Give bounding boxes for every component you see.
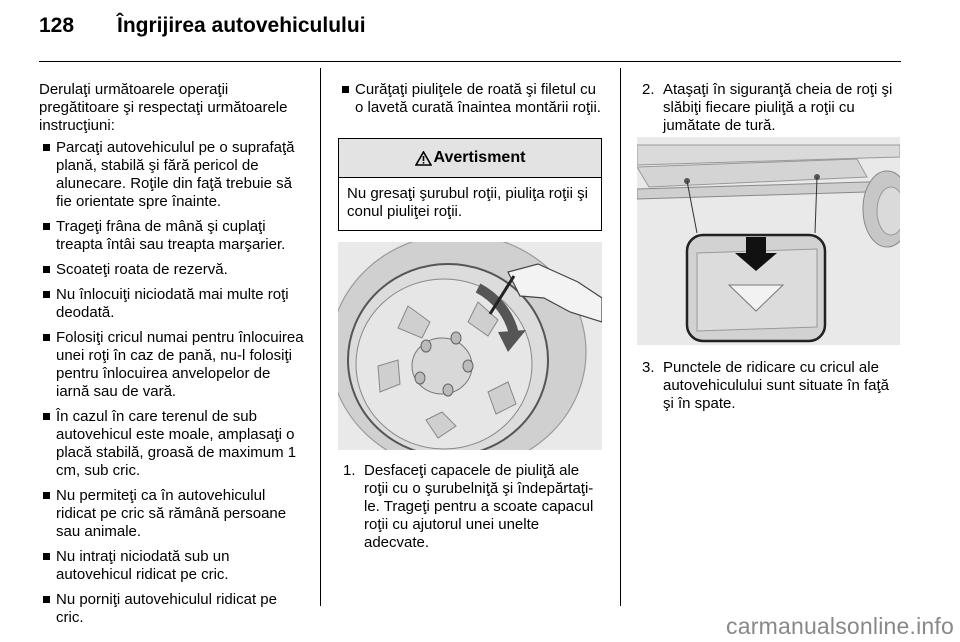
- list-item: În cazul în care terenul de sub autovehicul este moale, amplasaţi o placă stabilă, groasă de maximum 1 cm, sub cric.: [39, 408, 304, 480]
- list-item: Nu intraţi niciodată sub un autovehicul ridicat pe cric.: [39, 548, 304, 584]
- list-item: Nu permiteţi ca în autovehiculul ridicat pe cric să rămână persoane sau animale.: [39, 487, 304, 541]
- numbered-step: [637, 359, 903, 413]
- warning-text: Nu gresaţi şurubul roţii, piuliţa roţii şi conul piuliţei roţii.: [347, 185, 588, 220]
- wheel-cover-image: [338, 242, 602, 450]
- warning-box: [338, 138, 602, 231]
- left-column: [39, 81, 304, 634]
- step-1: [338, 462, 604, 552]
- warning-header: [339, 139, 601, 178]
- list-item: Parcaţi autovehiculul pe o suprafaţă plană, stabilă şi fără pericol de alunecare. Roţile din faţă trebuie să fie orientate spre înainte.: [39, 139, 304, 211]
- list-item: Curăţaţi piuliţele de roată şi filetul cu o lavetă curată înaintea montării roţii.: [338, 81, 604, 117]
- step-number: 2.: [642, 81, 655, 98]
- page-title: Îngrijirea autovehiculului: [117, 14, 366, 37]
- warning-title: Avertisment: [433, 149, 526, 166]
- jacking-point-illustration: [637, 137, 900, 345]
- step-2: [637, 81, 903, 135]
- numbered-step: [637, 81, 903, 135]
- page-number: 128: [39, 14, 75, 37]
- list-item: Scoateţi roata de rezervă.: [39, 261, 304, 279]
- step-text: Ataşaţi în siguranţă cheia de roţi şi slăbiţi fiecare piuliţă a roţii cu jumătate de tură.: [663, 81, 893, 134]
- step-text: Desfaceţi capacele de piuliţă ale roţii cu o şurubelniţă şi îndepărtaţi-le. Trageţi pentru a scoate capacul roţii cu ajutorul unei unelte adecvate.: [364, 462, 594, 551]
- step-text: Punctele de ridicare cu cricul ale autovehiculului sunt situate în faţă şi în spate.: [663, 359, 889, 412]
- wheel-cover-illustration: [338, 242, 602, 450]
- list-item: Nu porniţi autovehiculul ridicat pe cric.: [39, 591, 304, 627]
- jacking-point-image: [637, 137, 900, 345]
- list-item: Nu înlocuiţi niciodată mai multe roţi deodată.: [39, 286, 304, 322]
- cleaning-list: [338, 81, 604, 117]
- column-separator-2: [620, 68, 621, 606]
- list-item: Folosiţi cricul numai pentru înlocuirea unei roţi în caz de pană, nu-l folosiţi pentru înlocuirea anvelopelor de iarnă sau de vară.: [39, 329, 304, 401]
- numbered-step: [338, 462, 604, 552]
- middle-top-text: [338, 81, 604, 124]
- list-item: Trageţi frâna de mână şi cuplaţi treapta întâi sau treapta marşarier.: [39, 218, 304, 254]
- intro-paragraph: Derulaţi următoarele operaţii pregătitoare şi respectaţi următoarele instrucţiuni:: [39, 81, 288, 134]
- step-number: 3.: [642, 359, 655, 376]
- watermark: carmanualsonline.info: [726, 613, 954, 639]
- precaution-list: [39, 139, 304, 627]
- warning-triangle-icon: [415, 151, 432, 166]
- step-3: [637, 359, 903, 413]
- header-rule: [39, 61, 901, 62]
- column-separator-1: [320, 68, 321, 606]
- step-number: 1.: [343, 462, 356, 479]
